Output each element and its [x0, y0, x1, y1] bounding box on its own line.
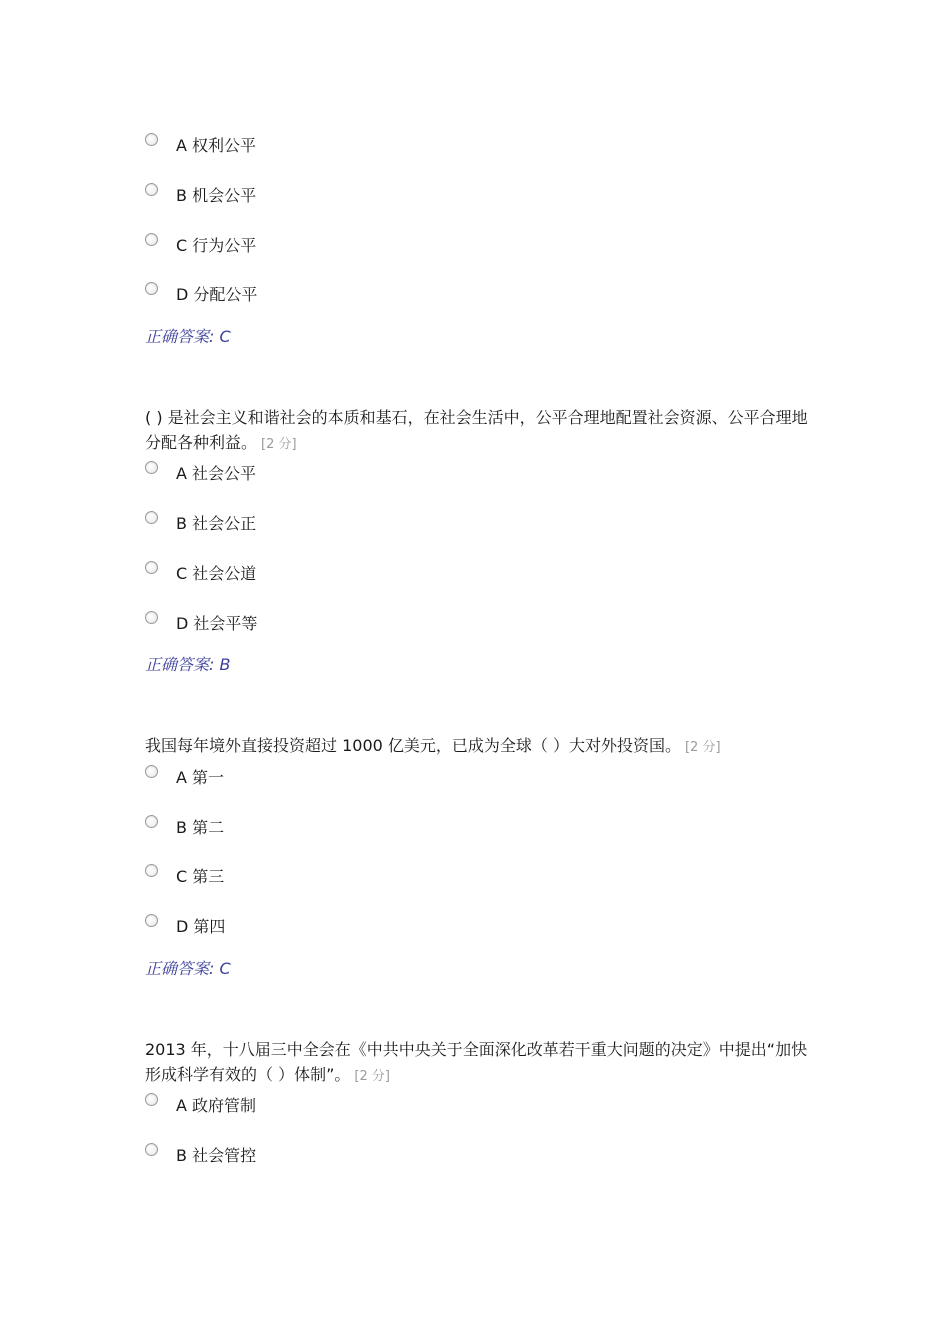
radio-button[interactable] [145, 511, 158, 524]
option-label: D 分配公平 [176, 285, 258, 304]
option-label: A 第一 [176, 768, 225, 787]
radio-button[interactable] [145, 864, 158, 877]
option-label: A 社会公平 [176, 464, 257, 483]
radio-button[interactable] [145, 1143, 158, 1156]
radio-button[interactable] [145, 914, 158, 927]
question-body: 2013 年，十八届三中全会在《中共中央关于全面深化改革若干重大问题的决定》中提出“加快形成科学有效的（ ）体制”。 [145, 1040, 808, 1084]
option-c[interactable] [145, 233, 545, 263]
option-a[interactable] [145, 1093, 545, 1123]
radio-button[interactable] [145, 561, 158, 574]
option-a[interactable] [145, 461, 545, 491]
option-b[interactable] [145, 815, 545, 845]
option-label: D 第四 [176, 917, 226, 936]
option-a[interactable] [145, 133, 545, 163]
radio-button[interactable] [145, 133, 158, 146]
option-c[interactable] [145, 561, 545, 591]
option-b[interactable] [145, 511, 545, 541]
question-text [145, 405, 810, 457]
radio-button[interactable] [145, 1093, 158, 1106]
option-label: C 第三 [176, 867, 225, 886]
option-label: C 行为公平 [176, 236, 257, 255]
radio-button[interactable] [145, 282, 158, 295]
option-b[interactable] [145, 183, 545, 213]
correct-answer: 正确答案: C [145, 327, 231, 346]
radio-button[interactable] [145, 815, 158, 828]
question-text [145, 1037, 810, 1089]
question-text [145, 733, 810, 760]
correct-answer: 正确答案: C [145, 959, 231, 978]
option-label: C 社会公道 [176, 564, 257, 583]
option-d[interactable] [145, 611, 545, 641]
correct-answer: 正确答案: B [145, 655, 231, 674]
radio-button[interactable] [145, 765, 158, 778]
score-badge: [2 分] [684, 740, 721, 755]
radio-button[interactable] [145, 233, 158, 246]
option-label: B 第二 [176, 818, 225, 837]
option-b[interactable] [145, 1143, 545, 1173]
score-badge: [2 分] [354, 1069, 390, 1084]
option-label: A 政府管制 [176, 1096, 257, 1115]
radio-button[interactable] [145, 461, 158, 474]
option-label: A 权利公平 [176, 136, 257, 155]
option-label: B 社会管控 [176, 1146, 257, 1165]
option-a[interactable] [145, 765, 545, 795]
option-label: D 社会平等 [176, 614, 258, 633]
score-badge: [2 分] [261, 437, 297, 452]
question-body: ( ) 是社会主义和谐社会的本质和基石，在社会生活中，公平合理地配置社会资源、公平合理地分配各种利益。 [145, 408, 808, 452]
option-label: B 机会公平 [176, 186, 257, 205]
question-body: 我国每年境外直接投资超过 1000 亿美元，已成为全球（ ）大对外投资国。 [145, 736, 681, 755]
radio-button[interactable] [145, 611, 158, 624]
radio-button[interactable] [145, 183, 158, 196]
option-d[interactable] [145, 914, 545, 944]
option-label: B 社会公正 [176, 514, 257, 533]
option-d[interactable] [145, 282, 545, 312]
option-c[interactable] [145, 864, 545, 894]
